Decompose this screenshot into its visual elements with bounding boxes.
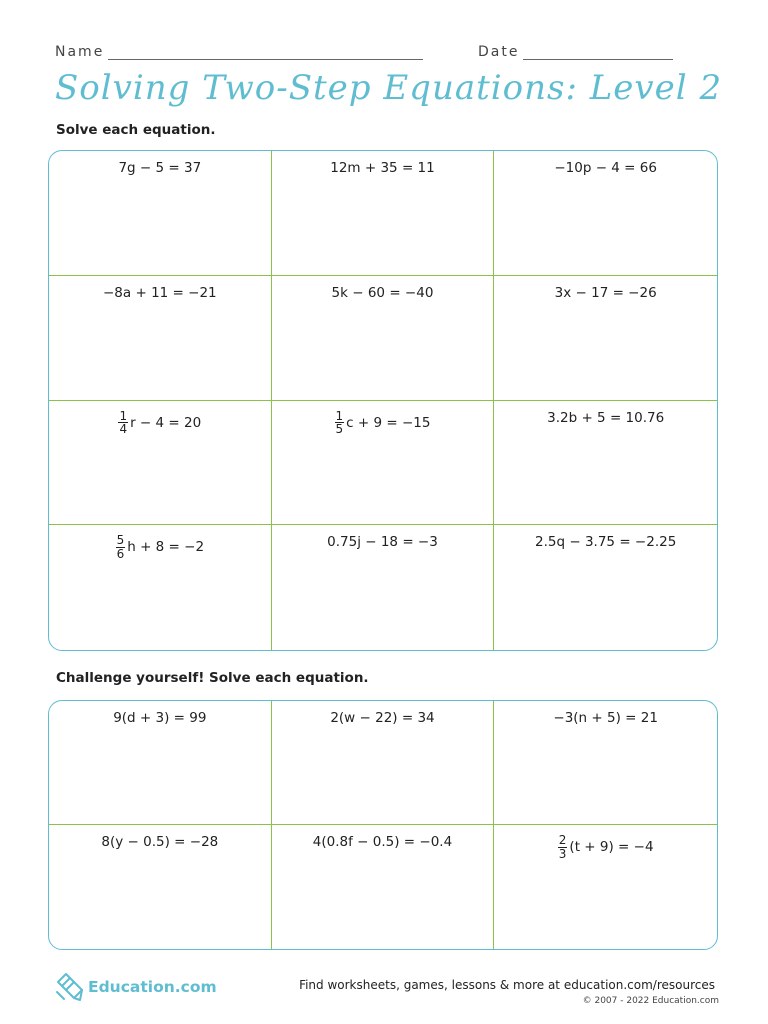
equation-text: −10p − 4 = 66 bbox=[554, 160, 657, 176]
equation-text: 12m + 35 = 11 bbox=[330, 160, 435, 176]
equation-text: 7g − 5 = 37 bbox=[118, 160, 202, 176]
equation-text: 8(y − 0.5) = −28 bbox=[101, 834, 219, 850]
problem-cell[interactable] bbox=[272, 276, 495, 401]
equation bbox=[332, 285, 434, 301]
fraction-numerator: 1 bbox=[335, 408, 344, 423]
equation bbox=[118, 410, 201, 436]
equation bbox=[554, 160, 657, 176]
problem-cell[interactable] bbox=[494, 401, 717, 526]
problem-cell[interactable] bbox=[49, 401, 272, 526]
equation-text: 4(0.8f − 0.5) = −0.4 bbox=[312, 834, 453, 850]
fraction-denominator: 6 bbox=[116, 546, 125, 561]
fraction-numerator: 5 bbox=[116, 533, 125, 548]
fraction-numerator: 2 bbox=[558, 833, 567, 847]
equation-text: r − 4 = 20 bbox=[130, 414, 202, 431]
equation-text: 5k − 60 = −40 bbox=[331, 284, 434, 301]
problem-cell[interactable] bbox=[494, 525, 717, 650]
fraction-numerator: 1 bbox=[119, 408, 128, 423]
fraction-coefficient bbox=[118, 410, 128, 436]
problem-cell[interactable] bbox=[494, 151, 717, 276]
problem-cell[interactable] bbox=[494, 701, 717, 825]
fraction-coefficient bbox=[335, 410, 345, 436]
equation-text: 3.2b + 5 = 10.76 bbox=[547, 409, 665, 426]
name-blank-line[interactable] bbox=[108, 45, 423, 60]
equation-text: (t + 9) = −4 bbox=[569, 839, 654, 856]
problem-cell[interactable] bbox=[49, 151, 272, 276]
fraction-coefficient bbox=[558, 834, 568, 860]
problem-grid-main bbox=[48, 150, 718, 651]
equation bbox=[553, 710, 658, 726]
equation bbox=[313, 834, 452, 850]
problem-cell[interactable] bbox=[49, 276, 272, 401]
equation bbox=[335, 410, 431, 436]
problem-cell[interactable] bbox=[49, 701, 272, 825]
fraction-coefficient bbox=[116, 534, 126, 560]
problem-cell[interactable] bbox=[49, 825, 272, 949]
education-logo bbox=[54, 972, 217, 1002]
worksheet-title: Solving Two-Step Equations: Level 2 bbox=[55, 68, 723, 108]
date-label: Date bbox=[478, 44, 520, 60]
copyright: © 2007 - 2022 Education.com bbox=[582, 996, 719, 1006]
date-blank-line[interactable] bbox=[523, 45, 673, 60]
fraction-denominator: 5 bbox=[335, 422, 344, 437]
equation-text: −8a + 11 = −21 bbox=[103, 284, 217, 301]
pencil-logo-icon bbox=[54, 972, 86, 1002]
equation-text: 0.75j − 18 = −3 bbox=[327, 534, 438, 551]
problem-cell[interactable] bbox=[272, 701, 495, 825]
problem-cell[interactable] bbox=[494, 825, 717, 949]
problem-cell[interactable] bbox=[272, 151, 495, 276]
footer-tagline[interactable]: Find worksheets, games, lessons & more at education.com/resources bbox=[299, 978, 715, 992]
equation bbox=[555, 285, 657, 301]
fraction-denominator: 4 bbox=[119, 422, 128, 437]
equation bbox=[103, 285, 217, 301]
equation-text: 2.5q − 3.75 = −2.25 bbox=[535, 534, 677, 551]
date-field bbox=[478, 44, 673, 60]
problem-cell[interactable] bbox=[272, 825, 495, 949]
problem-cell[interactable] bbox=[494, 276, 717, 401]
equation bbox=[535, 534, 676, 550]
problem-cell[interactable] bbox=[49, 525, 272, 650]
equation bbox=[330, 710, 434, 726]
problem-cell[interactable] bbox=[272, 401, 495, 526]
equation bbox=[547, 410, 664, 426]
brand-name: Education.com bbox=[88, 978, 217, 996]
equation bbox=[113, 710, 206, 726]
section-2-instruction: Challenge yourself! Solve each equation. bbox=[56, 670, 369, 686]
equation bbox=[330, 160, 434, 176]
equation-text: 9(d + 3) = 99 bbox=[113, 710, 207, 726]
equation-text: 2(w − 22) = 34 bbox=[330, 710, 435, 726]
equation-text: −3(n + 5) = 21 bbox=[553, 710, 658, 726]
equation bbox=[101, 834, 218, 850]
problem-grid-challenge bbox=[48, 700, 718, 950]
equation bbox=[327, 534, 438, 550]
name-field bbox=[55, 44, 423, 60]
problem-cell[interactable] bbox=[272, 525, 495, 650]
equation-text: h + 8 = −2 bbox=[127, 539, 205, 556]
equation bbox=[558, 834, 654, 860]
name-label: Name bbox=[55, 44, 105, 60]
equation-text: c + 9 = −15 bbox=[346, 414, 431, 431]
equation bbox=[116, 534, 204, 560]
equation-text: 3x − 17 = −26 bbox=[554, 284, 657, 301]
fraction-denominator: 3 bbox=[558, 846, 567, 861]
equation bbox=[118, 160, 201, 176]
section-1-instruction: Solve each equation. bbox=[56, 122, 216, 138]
